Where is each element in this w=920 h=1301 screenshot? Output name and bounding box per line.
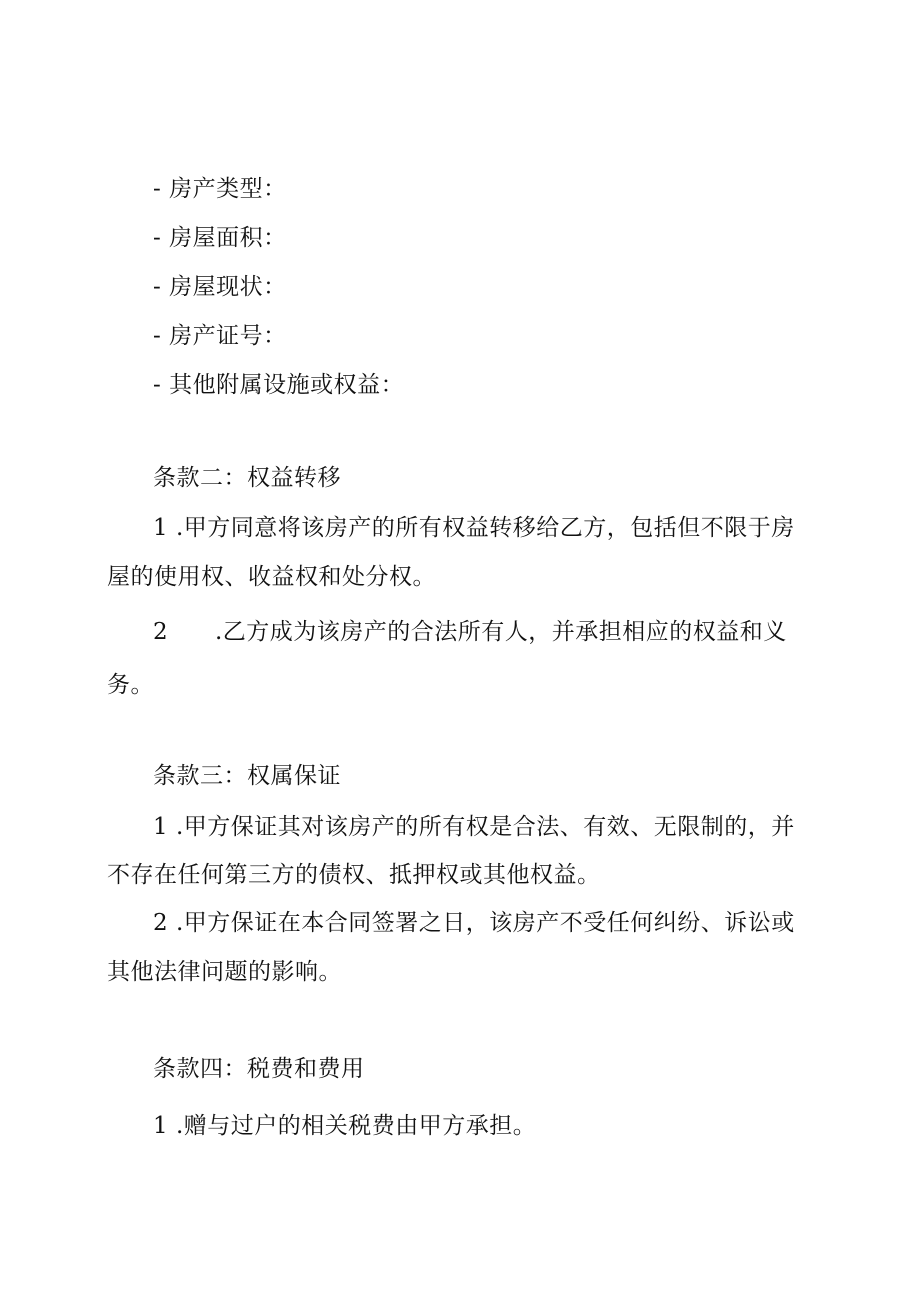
- clause3-item2-line1: 2 .甲方保证在本合同签署之日，该房产不受任何纠纷、诉讼或: [153, 910, 795, 936]
- property-other-rights-item: - 其他附属设施或权益：: [153, 372, 405, 398]
- clause3-item2-line2: 其他法律问题的影响。: [107, 959, 342, 985]
- clause2-item1-line2: 屋的使用权、收益权和处分权。: [107, 564, 436, 590]
- clause4-item1-line1: 1 .赠与过户的相关税费由甲方承担。: [153, 1113, 537, 1139]
- property-type-item: - 房产类型：: [153, 176, 287, 202]
- clause2-item2-line1: 2 .乙方成为该房产的合法所有人，并承担相应的权益和义: [153, 619, 787, 645]
- clause3-item1-line1: 1 .甲方保证其对该房产的所有权是合法、有效、无限制的，并: [153, 814, 795, 840]
- clause3-item1-line2: 不存在任何第三方的债权、抵押权或其他权益。: [107, 862, 601, 888]
- property-certificate-item: - 房产证号：: [153, 323, 287, 349]
- property-status-item: - 房屋现状：: [153, 274, 287, 300]
- clause3-heading: 条款三：权属保证: [153, 763, 341, 789]
- property-area-item: - 房屋面积：: [153, 225, 287, 251]
- clause2-item1-line1: 1 .甲方同意将该房产的所有权益转移给乙方，包括但不限于房: [153, 515, 795, 541]
- clause2-item2-line2: 务。: [107, 672, 154, 698]
- clause2-heading: 条款二：权益转移: [153, 465, 341, 491]
- clause4-heading: 条款四：税费和费用: [153, 1056, 365, 1082]
